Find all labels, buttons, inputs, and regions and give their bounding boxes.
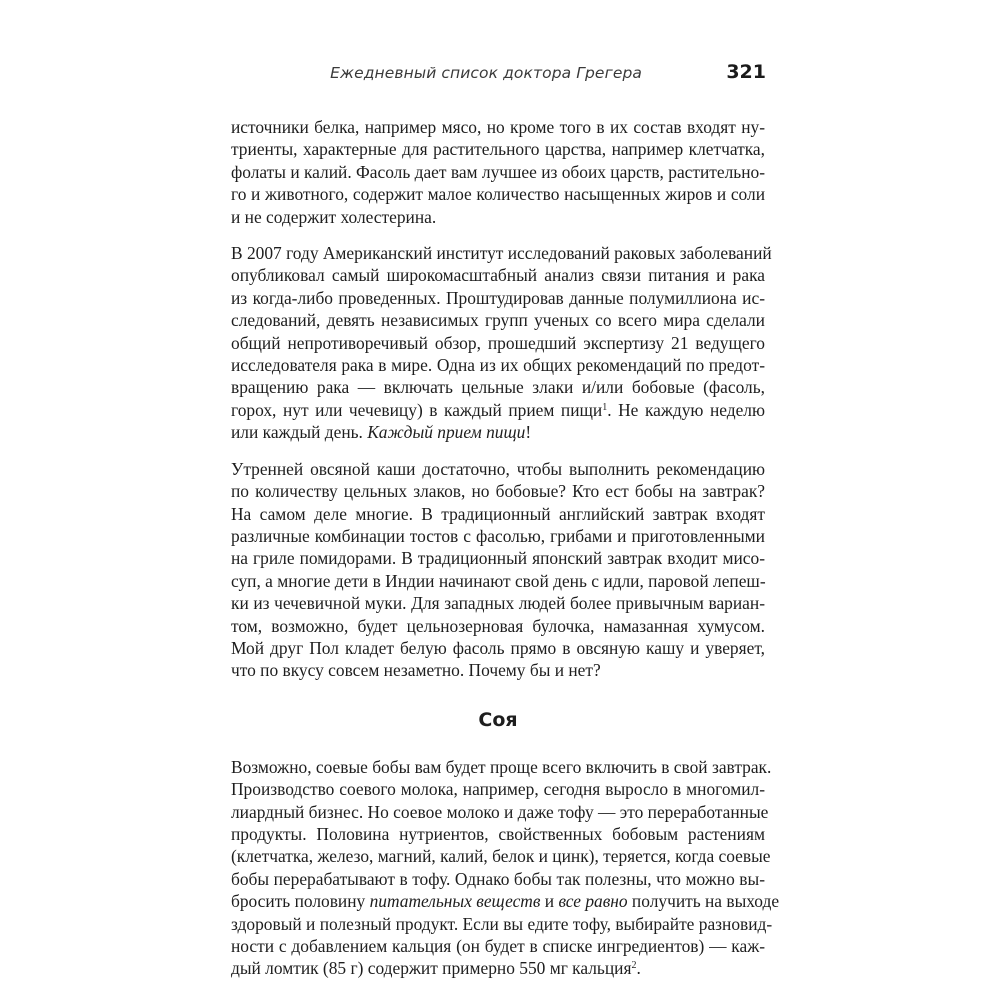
text-line: лиардный бизнес. Но соевое молоко и даже тофу — это переработанные (231, 801, 769, 822)
text-segment: и (540, 891, 559, 912)
emphasis-text: питательных веществ (369, 891, 541, 912)
paragraph-1 (231, 116, 765, 228)
text-line: ности с добавлением кальция (он будет в списке ингредиентов) — каж- (231, 936, 765, 956)
text-line: Мой друг Пол кладет белую фасоль прямо в овсяную кашу и уверяет, (231, 637, 765, 658)
running-header (231, 60, 766, 90)
page-number: 321 (726, 61, 766, 83)
section-heading: Соя (478, 708, 518, 731)
text-line: опубликовал самый широкомасштабный анализ связи питания и рака (231, 265, 765, 286)
text-line: исследователя рака в мире. Одна из их общих рекомендаций по предот- (231, 355, 765, 376)
footnote-ref-1: 1 (602, 401, 608, 413)
text-line: том, возможно, будет цельнозерновая булочка, намазанная хумусом. (231, 615, 765, 636)
text-line: Производство соевого молока, например, сегодня выросло в многомил- (231, 779, 765, 800)
text-segment: . Не каждую неделю (607, 399, 765, 420)
text-line: общий непротиворечивый обзор, прошедший экспертизу 21 ведущего (231, 332, 765, 353)
text-line: по количеству цельных злаков, но бобовые? Кто ест бобы на завтрак? (231, 481, 765, 502)
paragraph-3 (231, 458, 765, 682)
text-line (231, 957, 765, 979)
paragraph-4 (231, 756, 780, 980)
text-line (231, 399, 765, 421)
text-line: суп, а многие дети в Индии начинают свой день с идли, паровой лепеш- (231, 570, 766, 591)
text-line: что по вкусу совсем незаметно. Почему бы и нет? (231, 660, 601, 681)
text-line (231, 421, 765, 443)
text-segment: . (636, 958, 641, 979)
text-line: Утренней овсяной каши достаточно, чтобы выполнить рекомендацию (231, 458, 765, 479)
text-line (231, 890, 780, 912)
text-line: триенты, характерные для растительного царства, например клетчатка, (231, 139, 765, 160)
text-line: различные комбинации тостов с фасолью, грибами и приготовленными (231, 525, 765, 546)
text-segment: дый ломтик (85 г) содержит примерно 550 мг кальция (231, 958, 632, 979)
text-line: В 2007 году Американский институт исследований раковых заболеваний (231, 243, 772, 264)
text-segment: или каждый день. (231, 422, 368, 443)
text-line: го и животного, содержит малое количество насыщенных жиров и соли (231, 184, 765, 205)
text-line: на гриле помидорами. В традиционный японский завтрак входит мисо- (231, 548, 765, 569)
text-line: ки из чечевичной муки. Для западных людей более привычным вариан- (231, 593, 765, 614)
emphasis-text: Каждый прием пищи (367, 422, 526, 443)
running-title: Ежедневный список доктора Грегера (330, 64, 642, 82)
text-segment: ! (525, 422, 532, 443)
text-line: продукты. Половина нутриентов, свойственных бобовым растениям (231, 823, 765, 844)
text-segment: бросить половину (231, 891, 370, 912)
text-line: бобы перерабатывают в тофу. Однако бобы так полезны, что можно вы- (231, 868, 765, 889)
text-line: Возможно, соевые бобы вам будет проще всего включить в свой завтрак. (231, 756, 772, 777)
text-segment: горох, нут или чечевицу) в каждый прием пищи (231, 399, 603, 420)
text-line: фолаты и калий. Фасоль дает вам лучшее из обоих царств, растительно- (231, 161, 766, 182)
text-line: вращению рака — включать цельные злаки и/или бобовые (фасоль, (231, 377, 765, 398)
emphasis-text: все равно (558, 891, 628, 912)
paragraph-2 (231, 242, 772, 444)
text-line: и не содержит холестерина. (231, 206, 437, 227)
text-line: следований, девять независимых групп ученых со всего мира сделали (231, 310, 765, 331)
text-line: источники белка, например мясо, но кроме того в их состав входят ну- (231, 117, 765, 137)
text-line: из когда-либо проведенных. Проштудировав данные полумиллиона ис- (231, 287, 765, 308)
text-line: (клетчатка, железо, магний, калий, белок и цинк), теряется, когда соевые (231, 846, 771, 867)
text-line: На самом деле многие. В традиционный английский завтрак входят (231, 503, 765, 524)
body-text (231, 116, 780, 994)
text-line: здоровый и полезный продукт. Если вы едите тофу, выбирайте разновид- (231, 913, 773, 934)
footnote-ref-2: 2 (631, 960, 637, 972)
text-segment: получить на выходе (627, 891, 780, 912)
